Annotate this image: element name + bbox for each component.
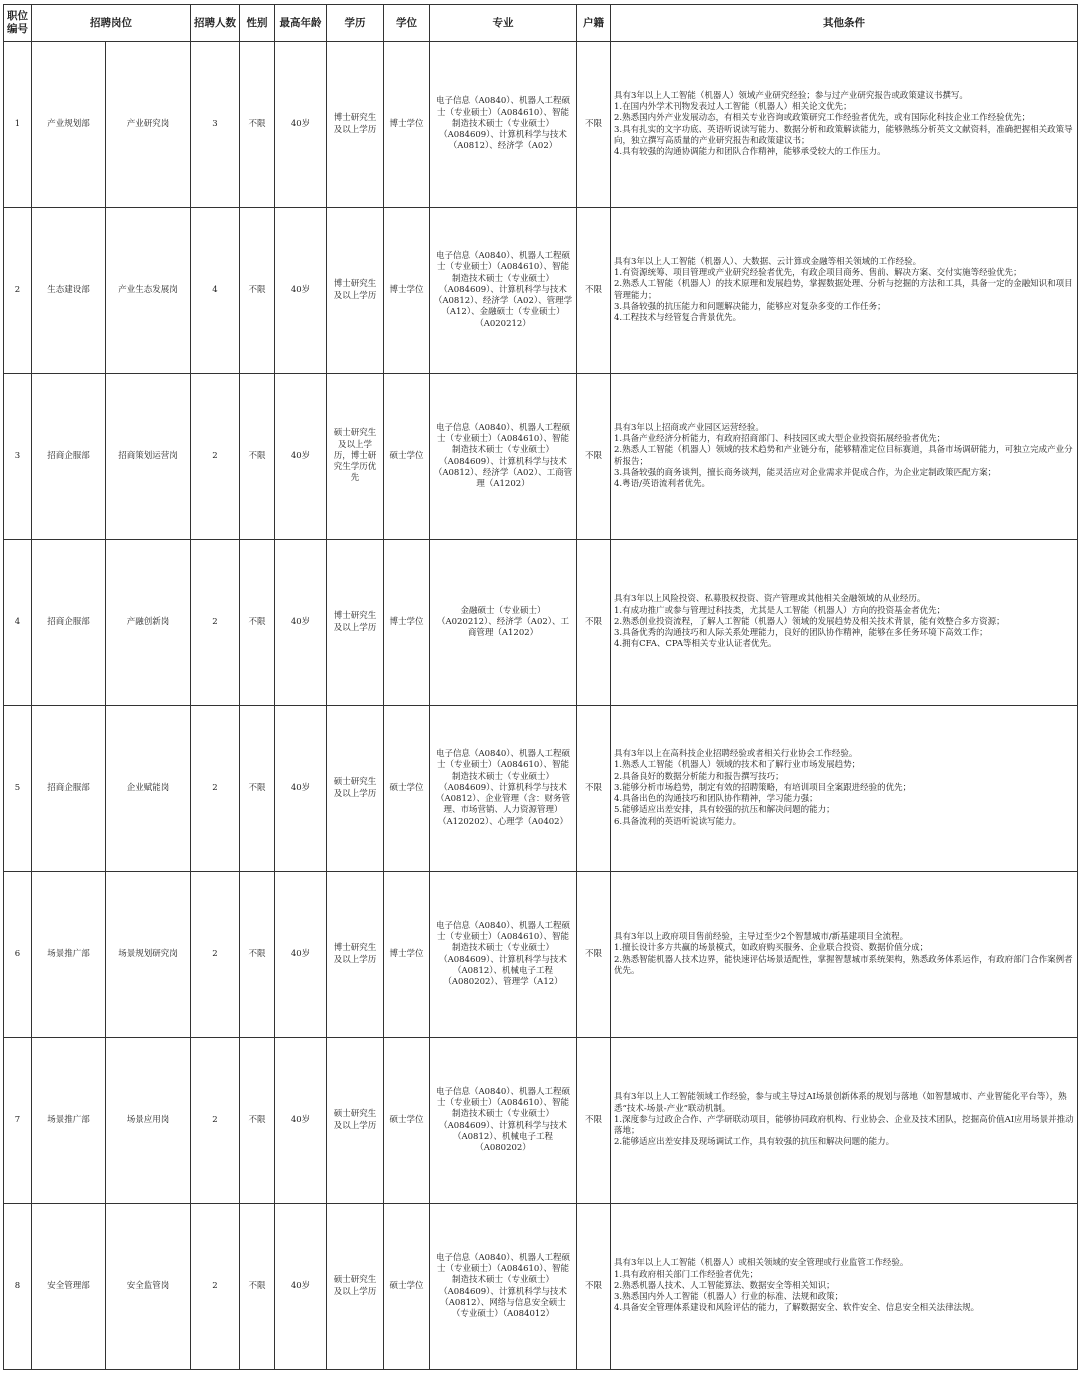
cell-gender: 不限 [240, 374, 275, 540]
cell-dept: 招商企服部 [32, 540, 106, 706]
condition-line: 2.熟悉智能机器人技术边界，能快速评估场景适配性，掌握智慧城市系统架构，熟悉政务体系运作，有政府部门合作案例者优先。 [614, 954, 1073, 976]
cell-age: 40岁 [275, 540, 327, 706]
condition-line: 1.具备产业经济分析能力，有政府招商部门、科技园区或大型企业投资拓展经验者优先； [614, 433, 946, 444]
condition-line: 具有3年以上在高科技企业招聘经验或者相关行业协会工作经验。 [614, 748, 858, 759]
cell-count: 2 [191, 872, 240, 1038]
cell-count: 2 [191, 706, 240, 872]
header-huji: 户籍 [577, 5, 611, 42]
cell-degree: 硕士学位 [384, 1038, 430, 1204]
cell-other-conditions [611, 208, 1078, 374]
cell-age: 40岁 [275, 1038, 327, 1204]
cell-other-conditions [611, 1204, 1078, 1370]
cell-no: 8 [4, 1204, 32, 1370]
condition-line: 1.熟悉人工智能（机器人）领域的技术和了解行业市场发展趋势； [614, 760, 861, 771]
header-count: 招聘人数 [191, 5, 240, 42]
cell-huji: 不限 [577, 540, 611, 706]
cell-age: 40岁 [275, 872, 327, 1038]
cell-gender: 不限 [240, 706, 275, 872]
cell-dept: 招商企服部 [32, 706, 106, 872]
cell-major: 电子信息（A0840）、机器人工程硕士（专业硕士）（A084610）、智能制造技术硕士（专业硕士）（A084609）、计算机科学与技术（A0812）、机械电子工程（A080202）、管理学（A12） [430, 872, 577, 1038]
condition-line: 具有3年以上政府项目售前经验，主导过至少2个智慧城市/新基建项目全流程。 [614, 931, 909, 942]
cell-huji: 不限 [577, 706, 611, 872]
cell-degree: 硕士学位 [384, 374, 430, 540]
condition-line: 1.擅长设计多方共赢的场景模式，如政府购买服务、企业联合投资、数据价值分成； [614, 943, 929, 954]
condition-line: 1.深度参与过政企合作、产学研联动项目，能够协同政府机构、行业协会、企业及技术团队，挖掘高价值AI应用场景并推动落地； [614, 1114, 1074, 1137]
condition-line: 4.拥有CFA、CPA等相关专业认证者优先。 [614, 639, 777, 650]
cell-dept: 生态建设部 [32, 208, 106, 374]
cell-age: 40岁 [275, 42, 327, 208]
cell-major: 电子信息（A0840）、机器人工程硕士（专业硕士）（A084610）、智能制造技术硕士（专业硕士）（A084609）、计算机科学与技术（A0812）、经济学（A02） [430, 42, 577, 208]
cell-age: 40岁 [275, 706, 327, 872]
cell-post: 产业研究岗 [106, 42, 191, 208]
header-age: 最高年龄 [275, 5, 327, 42]
cell-count: 2 [191, 540, 240, 706]
condition-line: 5.能够适应出差安排，具有较强的抗压和解决问题的能力； [614, 805, 835, 816]
cell-count: 2 [191, 1038, 240, 1204]
recruitment-table [3, 4, 1078, 1370]
table-row [4, 706, 1078, 872]
header-post: 招聘岗位 [32, 5, 191, 42]
header-gender: 性别 [240, 5, 275, 42]
cell-gender: 不限 [240, 42, 275, 208]
cell-edu: 博士研究生及以上学历 [327, 872, 384, 1038]
cell-post: 产业生态发展岗 [106, 208, 191, 374]
cell-degree: 博士学位 [384, 42, 430, 208]
condition-line: 1.具有政府相关部门工作经验者优先； [614, 1269, 759, 1280]
condition-line: 具有3年以上人工智能（机器人）、大数据、云计算或金融等相关领域的工作经验。 [614, 256, 922, 267]
cell-other-conditions [611, 706, 1078, 872]
table-row [4, 42, 1078, 208]
cell-count: 4 [191, 208, 240, 374]
condition-line: 3.具备较强的商务谈判，擅长商务谈判，能灵活应对企业需求并促成合作，为企业定制政策匹配方案； [614, 467, 997, 478]
cell-post: 场景规划研究岗 [106, 872, 191, 1038]
condition-line: 具有3年以上招商或产业园区运营经验。 [614, 422, 764, 433]
cell-edu: 博士研究生及以上学历 [327, 42, 384, 208]
condition-line: 2.熟悉人工智能（机器人）的技术原理和发展趋势，掌握数据处理、分析与挖掘的方法和工具，具备一定的金融知识和项目管理能力； [614, 279, 1073, 301]
condition-line: 4.具备安全管理体系建设和风险评估的能力，了解数据安全、软件安全、信息安全相关法律法规。 [614, 1303, 980, 1314]
condition-line: 2.熟悉机器人技术、人工智能算法、数据安全等相关知识； [614, 1280, 835, 1291]
condition-line: 1.在国内外学术刊物发表过人工智能（机器人）相关论文优先； [614, 101, 852, 112]
condition-line: 2.熟悉创业投资流程，了解人工智能（机器人）领域的发展趋势及相关技术背景，能有效整合多方资源； [614, 616, 1005, 627]
condition-line: 2.熟悉人工智能（机器人）领域的技术趋势和产业链分布，能够精准定位目标赛道，具备市场调研能力，可独立完成产业分析报告； [614, 445, 1073, 467]
cell-no: 3 [4, 374, 32, 540]
cell-degree: 博士学位 [384, 872, 430, 1038]
cell-edu: 硕士研究生及以上学历 [327, 1038, 384, 1204]
cell-dept: 招商企服部 [32, 374, 106, 540]
cell-huji: 不限 [577, 1204, 611, 1370]
cell-edu: 硕士研究生及以上学历 [327, 1204, 384, 1370]
cell-huji: 不限 [577, 1038, 611, 1204]
cell-gender: 不限 [240, 208, 275, 374]
header-no: 职位编号 [4, 5, 32, 42]
condition-line: 4.具备出色的沟通技巧和团队协作精神，学习能力强； [614, 794, 818, 805]
cell-edu: 博士研究生及以上学历 [327, 540, 384, 706]
cell-gender: 不限 [240, 540, 275, 706]
cell-other-conditions [611, 540, 1078, 706]
cell-post: 招商策划运营岗 [106, 374, 191, 540]
cell-no: 1 [4, 42, 32, 208]
table-row [4, 1204, 1078, 1370]
header-major: 专业 [430, 5, 577, 42]
condition-line: 3.熟悉国内外人工智能（机器人）行业的标准、法规和政策； [614, 1292, 844, 1303]
cell-huji: 不限 [577, 208, 611, 374]
cell-post: 产融创新岗 [106, 540, 191, 706]
header-degree: 学位 [384, 5, 430, 42]
cell-count: 3 [191, 42, 240, 208]
header-edu: 学历 [327, 5, 384, 42]
header-row [4, 5, 1078, 42]
cell-post: 企业赋能岗 [106, 706, 191, 872]
cell-gender: 不限 [240, 1038, 275, 1204]
cell-huji: 不限 [577, 374, 611, 540]
condition-line: 4.具有较强的沟通协调能力和团队合作精神，能够承受较大的工作压力。 [614, 147, 886, 158]
cell-no: 4 [4, 540, 32, 706]
cell-edu: 博士研究生及以上学历 [327, 208, 384, 374]
cell-dept: 产业规划部 [32, 42, 106, 208]
condition-line: 1.有成功推广或参与管理过科技类，尤其是人工智能（机器人）方向的投资基金者优先； [614, 605, 946, 616]
table-row [4, 208, 1078, 374]
cell-degree: 博士学位 [384, 540, 430, 706]
cell-no: 6 [4, 872, 32, 1038]
cell-degree: 硕士学位 [384, 1204, 430, 1370]
cell-huji: 不限 [577, 42, 611, 208]
cell-degree: 硕士学位 [384, 706, 430, 872]
cell-edu: 硕士研究生及以上学历，博士研究生学历优先 [327, 374, 384, 540]
condition-line: 3.能够分析市场趋势，制定有效的招聘策略，有培训项目全案跟进经验的优先； [614, 782, 912, 793]
cell-dept: 场景推广部 [32, 872, 106, 1038]
cell-post: 场景应用岗 [106, 1038, 191, 1204]
cell-huji: 不限 [577, 872, 611, 1038]
condition-line: 具有3年以上人工智能（机器人）领域产业研究经验；参与过产业研究报告或政策建议书撰写。 [614, 90, 968, 101]
cell-major: 电子信息（A0840）、机器人工程硕士（专业硕士）（A084610）、智能制造技术硕士（专业硕士）（A084609）、计算机科学与技术（A0812）、网络与信息安全硕士（专业硕士）（A084012） [430, 1204, 577, 1370]
table-row [4, 540, 1078, 706]
condition-line: 具有3年以上人工智能（机器人）或相关领域的安全管理或行业监管工作经验。 [614, 1258, 909, 1269]
condition-line: 具有3年以上人工智能领域工作经验，参与或主导过AI场景创新体系的规划与落地（如智慧城市、产业智能化平台等），熟悉“技术-场景-产业”联动机制。 [614, 1092, 1067, 1114]
cell-major: 金融硕士（专业硕士）（A020212）、经济学（A02）、工商管理（A1202） [430, 540, 577, 706]
cell-other-conditions [611, 1038, 1078, 1204]
condition-line: 2.熟悉国内外产业发展动态，有相关专业咨询或政策研究工作经验者优先，或有国际化科技企业工作经验优先； [614, 113, 1031, 124]
condition-line: 2.具备良好的数据分析能力和报告撰写技巧； [614, 771, 784, 782]
cell-no: 2 [4, 208, 32, 374]
condition-line: 具有3年以上风险投资、私募股权投资、资产管理或其他相关金融领域的从业经历。 [614, 594, 926, 605]
cell-count: 2 [191, 1204, 240, 1370]
cell-age: 40岁 [275, 1204, 327, 1370]
cell-degree: 博士学位 [384, 208, 430, 374]
cell-post: 安全监管岗 [106, 1204, 191, 1370]
condition-line: 4.工程技术与经管复合背景优先。 [614, 313, 742, 324]
cell-age: 40岁 [275, 374, 327, 540]
cell-edu: 硕士研究生及以上学历 [327, 706, 384, 872]
cell-major: 电子信息（A0840）、机器人工程硕士（专业硕士）（A084610）、智能制造技术硕士（专业硕士）（A084609）、计算机科学与技术（A0812）、经济学（A02）、管理学（A12）、金融硕士（专业硕士）（A020212） [430, 208, 577, 374]
cell-major: 电子信息（A0840）、机器人工程硕士（专业硕士）（A084610）、智能制造技术硕士（专业硕士）（A084609）、计算机科学与技术（A0812）、机械电子工程（A080202） [430, 1038, 577, 1204]
cell-other-conditions [611, 374, 1078, 540]
header-other: 其他条件 [611, 5, 1078, 42]
cell-no: 5 [4, 706, 32, 872]
cell-dept: 安全管理部 [32, 1204, 106, 1370]
cell-dept: 场景推广部 [32, 1038, 106, 1204]
condition-line: 3.具备优秀的沟通技巧和人际关系处理能力，良好的团队协作精神，能够在多任务环境下高效工作； [614, 628, 988, 639]
condition-line: 3.具有扎实的文字功底、英语听说读写能力、数据分析和政策解读能力，能够熟练分析英文文献资料，准确把握相关政策导向，独立撰写高质量的产业研究报告和政策建议书； [614, 124, 1073, 146]
cell-age: 40岁 [275, 208, 327, 374]
condition-line: 2.能够适应出差安排及现场调试工作，具有较强的抗压和解决问题的能力。 [614, 1137, 895, 1148]
table-row [4, 374, 1078, 540]
table-row [4, 1038, 1078, 1204]
cell-gender: 不限 [240, 1204, 275, 1370]
table-row [4, 872, 1078, 1038]
condition-line: 4.粤语/英语流利者优先。 [614, 479, 710, 490]
condition-line: 1.有资源统筹、项目管理或产业研究经验者优先，有政企项目商务、售前、解决方案、交付实施等经验优先； [614, 267, 1022, 278]
condition-line: 6.具备流利的英语听说读写能力。 [614, 816, 742, 827]
cell-no: 7 [4, 1038, 32, 1204]
cell-other-conditions [611, 872, 1078, 1038]
cell-count: 2 [191, 374, 240, 540]
condition-line: 3.具备较强的抗压能力和问题解决能力，能够应对复杂多变的工作任务； [614, 301, 886, 312]
cell-major: 电子信息（A0840）、机器人工程硕士（专业硕士）（A084610）、智能制造技术硕士（专业硕士）（A084609）、计算机科学与技术（A0812）、经济学（A02）、工商管理（A1202） [430, 374, 577, 540]
cell-other-conditions [611, 42, 1078, 208]
cell-major: 电子信息（A0840）、机器人工程硕士（专业硕士）（A084610）、智能制造技术硕士（专业硕士）（A084609）、计算机科学与技术（A0812）、企业管理（含：财务管理、市场营销、人力资源管理）（A120202）、心理学（A0402） [430, 706, 577, 872]
cell-gender: 不限 [240, 872, 275, 1038]
